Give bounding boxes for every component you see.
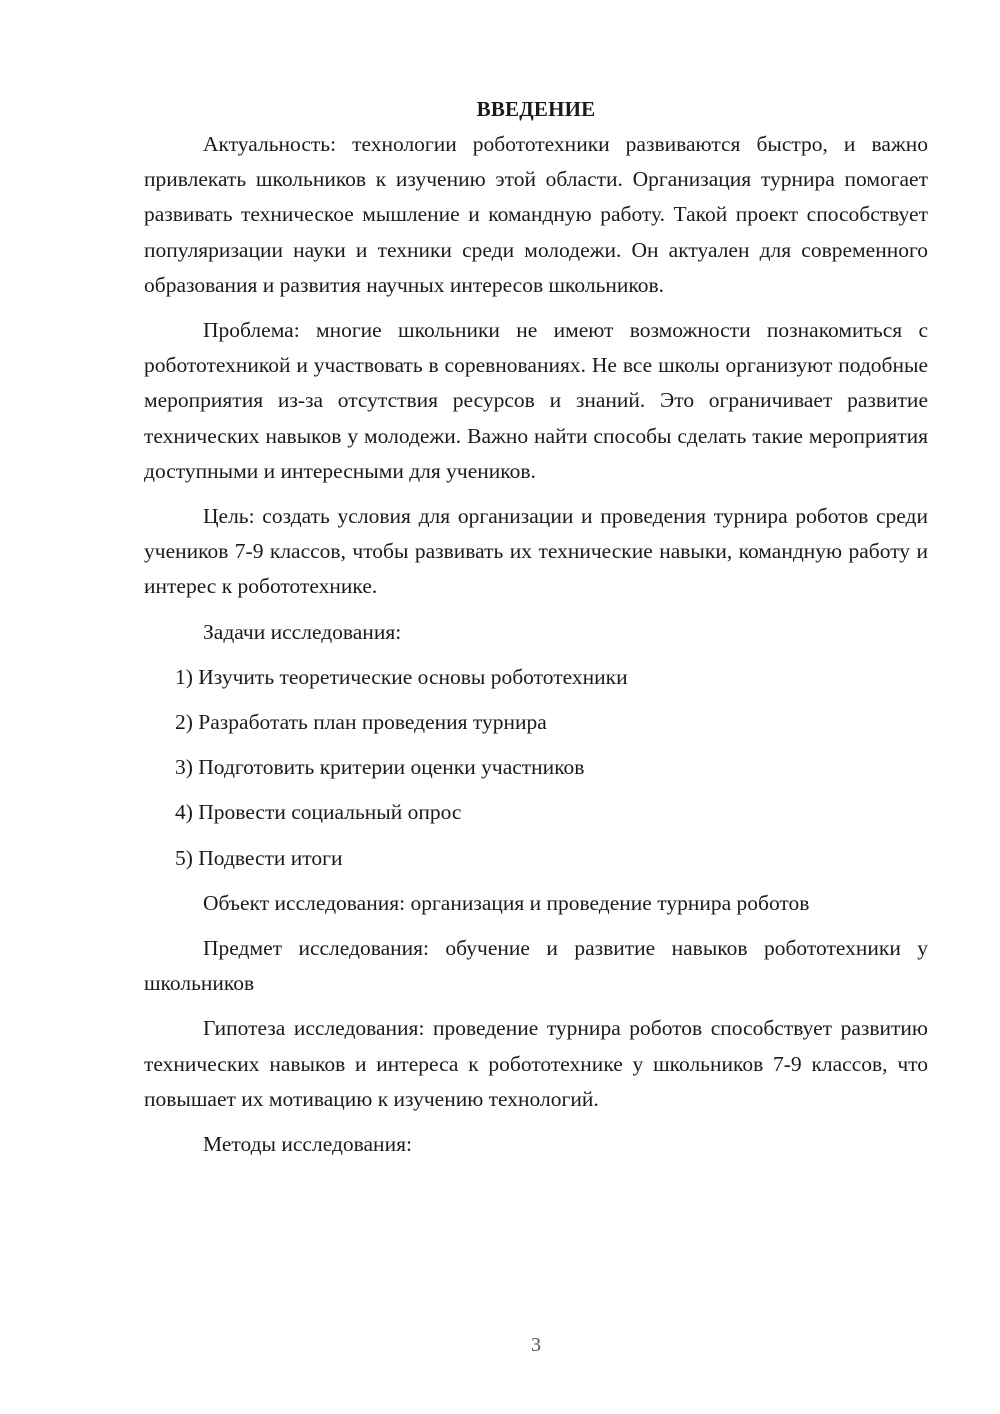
page-number: 3 — [531, 1334, 541, 1356]
page-content — [144, 92, 928, 1172]
task-item-1: 1) Изучить теоретические основы робототехники — [175, 664, 628, 689]
tasks-heading: Задачи исследования: — [203, 619, 402, 644]
paragraph-relevance: Актуальность: технологии робототехники развиваются быстро, и важно привлекать школьников к изучению этой области. Организация турнира помогает развивать техническое мышление и командную работу. Такой проект способствует популяризации науки и техники среди молодежи. Он актуален для современного образования и развития научных интересов школьников. — [144, 132, 928, 297]
paragraph-goal: Цель: создать условия для организации и проведения турнира роботов среди учеников 7-9 классов, чтобы развивать их технические навыки, командную работу и интерес к робототехнике. — [144, 504, 928, 599]
section-title: ВВЕДЕНИЕ — [476, 97, 596, 121]
task-item-3: 3) Подготовить критерии оценки участников — [175, 755, 585, 780]
paragraph-subject: Предмет исследования: обучение и развитие навыков робототехники у школьников — [144, 936, 928, 996]
paragraph-object: Объект исследования: организация и проведение турнира роботов — [203, 890, 810, 915]
task-item-2: 2) Разработать план проведения турнира — [175, 710, 547, 735]
task-item-5: 5) Подвести итоги — [175, 845, 343, 870]
task-item-4: 4) Провести социальный опрос — [175, 800, 462, 825]
methods-heading: Методы исследования: — [203, 1132, 412, 1157]
paragraph-problem: Проблема: многие школьники не имеют возможности познакомиться с робототехникой и участвовать в соревнованиях. Не все школы организуют подобные мероприятия из-за отсутствия ресурсов и знаний. Это ограничивает развитие технических навыков у молодежи. Важно найти способы сделать такие мероприятия доступными и интересными для учеников. — [144, 318, 928, 483]
paragraph-hypothesis: Гипотеза исследования: проведение турнира роботов способствует развитию технических навыков и интереса к робототехнике у школьников 7-9 классов, что повышает их мотивацию к изучению технологий. — [144, 1016, 928, 1111]
